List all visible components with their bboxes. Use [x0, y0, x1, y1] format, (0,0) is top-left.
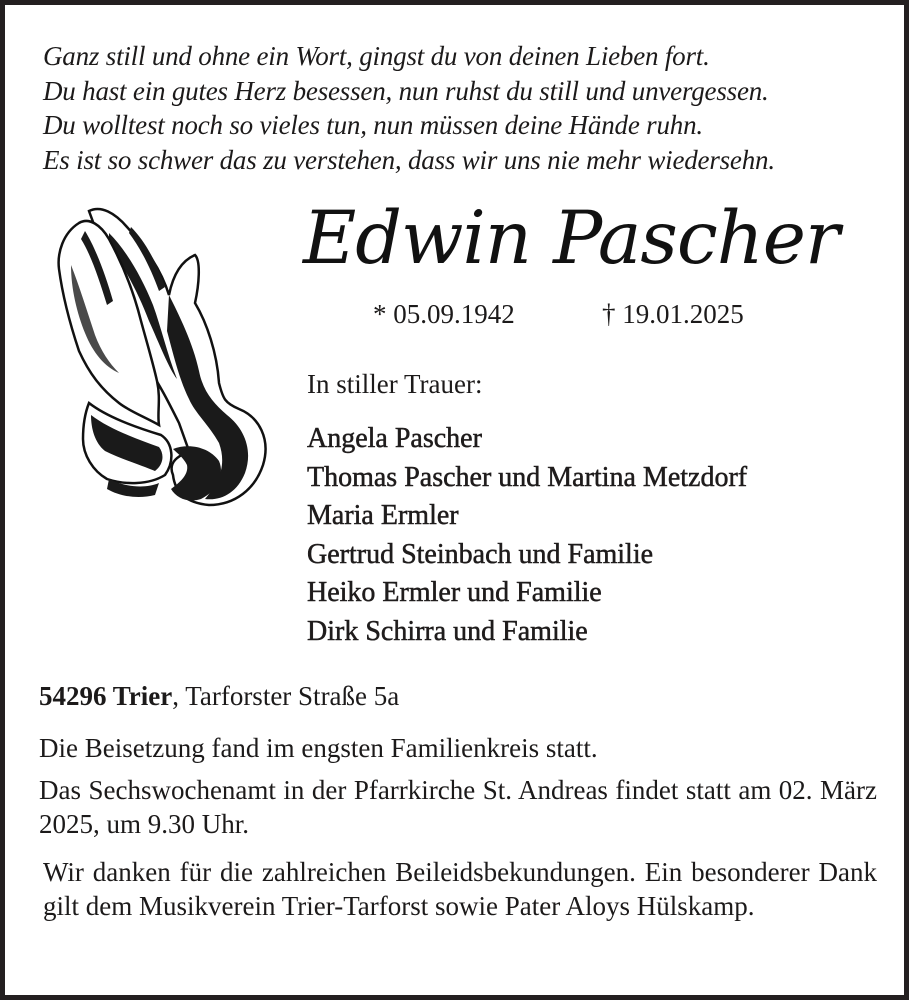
memorial-poem [43, 39, 883, 177]
family-address [39, 679, 399, 713]
memorial-mass-note: Das Sechswochenamt in der Pfarrkirche St. Andreas findet statt am 02. März 2025, um 9.30 Uhr. [39, 775, 877, 839]
mourner: Thomas Pascher und Martina Metzdorf [307, 461, 748, 493]
mourners-list [307, 420, 747, 651]
mourner: Gertrud Steinbach und Familie [307, 538, 654, 570]
mourner: Dirk Schirra und Familie [307, 615, 588, 647]
praying-hands-icon [49, 203, 271, 513]
poem-line: Es ist so schwer das zu verstehen, dass wir uns nie mehr wiedersehn. [43, 144, 775, 175]
poem-line: Du hast ein gutes Herz besessen, nun ruhst du still und unvergessen. [43, 75, 769, 106]
mourner: Heiko Ermler und Familie [307, 577, 602, 608]
birth-date: * 05.09.1942 [373, 299, 515, 329]
address-street: , Tarforster Straße 5a [172, 681, 400, 711]
mourner: Angela Pascher [307, 423, 482, 454]
mourner: Maria Ermler [307, 500, 459, 531]
address-city: 54296 Trier [39, 681, 173, 711]
poem-line: Ganz still und ohne ein Wort, gingst du von deinen Lieben fort. [43, 41, 710, 71]
mourning-label: In stiller Trauer: [307, 369, 483, 399]
thanks-note: Wir danken für die zahlreichen Beileidsbekundungen. Ein besonderer Dank gilt dem Musikverein Trier-Tarforst sowie Pater Aloys Hülskamp. [43, 857, 877, 921]
deceased-name: Edwin Pascher [303, 196, 839, 281]
death-date: † 19.01.2025 [602, 299, 744, 329]
poem-line: Du wolltest noch so vieles tun, nun müssen deine Hände ruhn. [43, 110, 703, 140]
burial-note: Die Beisetzung fand im engsten Familienkreis statt. [39, 733, 598, 763]
